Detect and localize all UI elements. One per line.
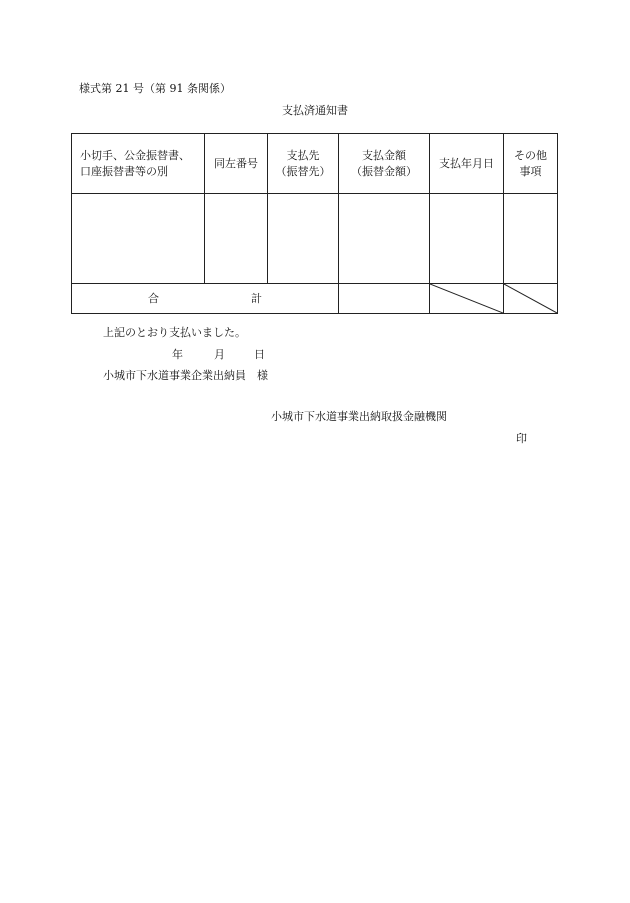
total-date-cell-crossed [430,284,504,314]
diagonal-line [504,284,557,313]
payment-table [71,133,558,314]
header-number [205,134,268,194]
date-year-label: 年 [172,348,183,361]
total-other-cell-crossed [504,284,558,314]
bank-name: 小城市下水道事業出納取扱金融機関 [271,410,447,423]
header-other-line1: その他 [514,148,547,162]
header-amount-line2: （振替金額） [351,164,417,178]
cell-payment-date[interactable] [430,194,504,284]
header-amount [339,134,430,194]
table-header-row [72,134,558,194]
total-amount-cell[interactable] [339,284,430,314]
cell-amount[interactable] [339,194,430,284]
date-day-label: 日 [254,348,265,361]
total-label-1: 合 [148,291,159,305]
table-total-row [72,284,558,314]
total-label-cell [72,284,339,314]
paid-statement: 上記のとおり支払いました。 [103,326,246,339]
header-instrument-type-line1: 小切手、公金振替書、 [80,148,190,162]
header-other [504,134,558,194]
addressee: 小城市下水道事業企業出納員 様 [103,369,268,382]
seal-mark: 印 [516,432,527,445]
form-number: 様式第 21 号（第 91 条関係） [79,82,231,95]
cell-instrument-type[interactable] [72,194,205,284]
header-payee-line1: 支払先 [286,148,320,162]
table-entry-row [72,194,558,284]
header-other-line2: 事項 [519,164,542,178]
document-title: 支払済通知書 [282,104,348,117]
header-instrument-type-line2: 口座振替書等の別 [80,164,168,178]
header-number-line1: 同左番号 [214,156,258,170]
cell-number[interactable] [205,194,268,284]
diagonal-line [430,284,503,313]
header-payment-date [430,134,504,194]
header-instrument-type [72,134,205,194]
header-payee-line2: （振替先） [275,164,331,178]
cell-payee[interactable] [268,194,339,284]
cell-other[interactable] [504,194,558,284]
header-payee [268,134,339,194]
header-payment-date-line1: 支払年月日 [439,156,494,170]
total-label-2: 計 [251,291,262,305]
date-line [172,348,265,361]
date-month-label: 月 [214,348,225,361]
header-amount-line1: 支払金額 [362,148,406,162]
